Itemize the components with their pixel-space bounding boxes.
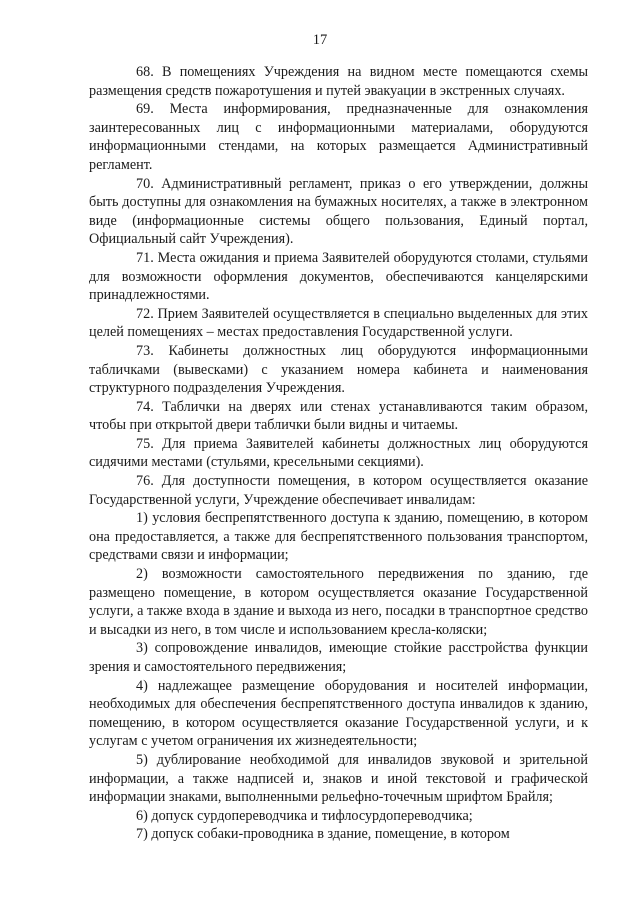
paragraph-74: 74. Таблички на дверях или стенах устанавливаются таким образом, чтобы при открытой двери таблички были видны и читаемы. — [89, 398, 588, 434]
paragraph-69: 69. Места информирования, предназначенные для ознакомления заинтересованных лиц с информационными материалами, оборудуются информационными стендами, на которых размещается Административный регламент. — [89, 101, 588, 173]
list-item-4: 4) надлежащее размещение оборудования и носителей информации, необходимых для обеспечения беспрепятственного доступа инвалидов к зданию, помещению, в котором осуществляется оказание Государственной услуги, и к услугам с учетом ограничения их жизнедеятельности; — [89, 677, 588, 750]
list-item-3: 3) сопровождение инвалидов, имеющие стойкие расстройства функции зрения и самостоятельного передвижения; — [89, 640, 588, 675]
list-item-5: 5) дублирование необходимой для инвалидов звуковой и зрительной информации, а также надписей и, знаков и иной текстовой и графической информации знаками, выполненными рельефно-точечным шрифтом Брайля; — [89, 751, 588, 806]
paragraph-73: 73. Кабинеты должностных лиц оборудуются информационными табличками (вывесками) с указанием номера кабинета и наименования структурного подразделения Учреждения. — [89, 342, 588, 397]
paragraph-72: 72. Прием Заявителей осуществляется в специально выделенных для этих целей помещениях – местах предоставления Государственной услуги. — [89, 305, 588, 341]
paragraph-68: 68. В помещениях Учреждения на видном месте помещаются схемы размещения средств пожаротушения и путей эвакуации в экстренных случаях. — [89, 64, 588, 99]
paragraph-71: 71. Места ожидания и приема Заявителей оборудуются столами, стульями для возможности оформления документов, обеспечиваются канцелярскими принадлежностями. — [89, 249, 588, 304]
list-item-2: 2) возможности самостоятельного передвижения по зданию, где размещено помещение, в котором осуществляется оказание Государственной услуги, а также входа в здание и выхода из него, посадки в транспортное средство и высадки из него, в том числе и использованием кресла-коляски; — [89, 566, 588, 638]
list-item-7: 7) допуск собаки-проводника в здание, помещение, в котором — [136, 826, 510, 843]
page-number: 17 — [312, 32, 328, 48]
list-item-6: 6) допуск сурдопереводчика и тифлосурдопереводчика; — [136, 807, 473, 824]
paragraph-70: 70. Административный регламент, приказ о его утверждении, должны быть доступны для ознакомления на бумажных носителях, а также в электронном виде (информационные системы общего пользования, Единый портал, Официальный сайт Учреждения). — [89, 175, 588, 248]
paragraph-76: 76. Для доступности помещения, в котором осуществляется оказание Государственной услуги, Учреждение обеспечивает инвалидам: — [89, 473, 588, 508]
list-item-1: 1) условия беспрепятственного доступа к зданию, помещению, в котором она предоставляется, а также для беспрепятственного пользования транспортом, средствами связи и информации; — [89, 510, 588, 564]
document-body — [89, 63, 588, 844]
paragraph-75: 75. Для приема Заявителей кабинеты должностных лиц оборудуются сидячими местами (стульями, кресельными секциями). — [89, 435, 588, 471]
